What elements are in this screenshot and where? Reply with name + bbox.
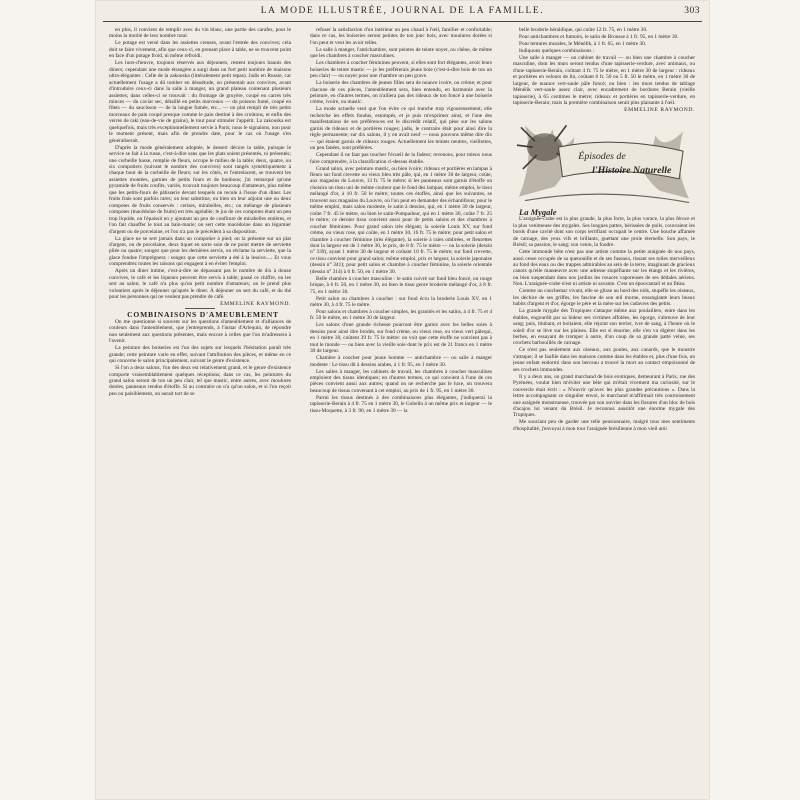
column-1 [109,27,291,795]
section-divider [185,308,215,309]
paragraph: La salle à manger, l'antichambre, sont peintes de teinte noyer, ou chêne, de même que les chambres à coucher masculines. [310,46,492,60]
page-number: 303 [684,6,700,16]
banner-text-2: l'Histoire Naturelle [592,165,672,177]
column-2 [310,27,492,795]
paragraph: Petit salon ou chambres à coucher : sur fond écru la broderie Louis XV, en 1 mètre 30, à 4 fr. 75 le mètre. [310,295,492,309]
paragraph: Indiquons quelques combinaisons : [519,47,595,54]
paragraph: Il y a deux ans, un grand marchand de bois exotiques, demeurant à Paris, rue des Pyrénées, voulut bien m'éviter une bête qui m'était vivement ma curiosité, sur le couvercle était écrit : « N'ouvrir qu'avec les plus grandes précautions ». Dans la lettre accompagnant ce singulier envoi, le marchand m'affirmait très courtoisement une araignée monstrueuse, trouvée par son ouvrier dans les fissures d'un bloc de bois d'acajou lui venant du Brésil. Je reconnus aussitôt une énorme mygale des Tropiques. [513,373,695,419]
paragraph: Parmi les tissus destinés à des combinaisons plus élégantes, j'indiquerai la tapisserie-Berain à 4 fr. 75 en 1 mètre 30, le Gobelin à un même prix et largeur — le tissu-Moquette, à 3 fr. 90, en 1 mètre 30 — la [310,394,492,414]
paragraph: Chambre à coucher pour jeune homme — antichambre — ou salle à manger modeste : Le tissu dit à dessins arabes, à 1 fr. 95, en 1 mètre 30. [310,355,492,368]
paragraph: Comme un cauchemar vivant, elle se glisse au bord des nids, stupéfie les oiseaux, les déchire de ses griffes, les fascine de son œil morne, ensanglante leurs beaux habits d'argent et d'or, égorge le père et la mère sur les cadavres des petits. [513,288,695,308]
running-header [95,6,710,22]
journal-title: LA MODE ILLUSTRÉE, JOURNAL DE LA FAMILLE. [260,6,545,16]
paragraph: Cette immonde bête n'est pas une artiste comme la petite araignée de nos pays, aussi cesse occupée de sa quenouille et de ses fuseaux, tissant ses toiles merveilleux au fond des eaux ou des trappes admirables au sein de la terre, imaginant de gracieux canots qu'elle manœuvre avec une adresse stupéfiante sur les étangs et les rivières, ou bien suspendant dans nos jardins les rosaces vaporeuses de ses dédales aériens. Non. L'araignée-crabe n'est ni artiste ni savante. C'est un épouvantail et un fléau. [513,249,695,288]
paragraph: La peinture des boiseries est l'un des sujets sur lesquels l'hésitation paraît très grande; cette peinture varie en effet, suivant l'attribution des pièces, et même en ce qui concerne le salon principalement, suivant le genre d'existence. [109,345,291,365]
paragraph: La glace ne se sert jamais dans un compotier à pied; on la présente sur un plat d'argent, ou de porcelaine, deux tiquet en sorte soin de ne point mettre de serviette pliée ou quatre; songez que pour les dernières servis, on réclame la serviette, que la glace fondue l'imprégnera : songez que cette serviette a été à la lessive..... Et vous comprendrez toutes les raisons qui engagent à en éviter l'emploi. [109,235,291,268]
paragraph: La grande mygale des Tropiques s'attaque même aux poulaillers, entre dans les étables, engourdit par sa hideur ses victimes affolées, les égorge, s'abreuve de leur sang; puis, titubant, et boitaient, elle rejoint son terrier, ivre de sang, à l'heure où le soleil d'or se lève sur les plaines. Elle est si énorme, elle s'en va digérer dans les herbes, en essayant de tromper à autre, d'un coup de sa grande patte velue, ses crochets barbouillés de carnage. [513,308,695,347]
ground-line [525,194,689,202]
paragraph: Pour salons et chambres à coucher simples, les granités et les satins, à 4 fr. 75 et 4 fr. 50 le mètre, en 1 mètre 30 de largeur. [310,308,492,322]
paragraph: refuser la satisfaction d'un intérieur un peu chaud à l'œil, familier et confortable; dans ce cas, les boiseries seront peintes de ton jonc bois, avec moulures dorées si l'on peut et veut les avoir telles. [310,27,492,46]
paragraph: Après un diner intime, c'est-à-dire ne dépassant pas le nombre de dix à douze convives, le café et les liqueurs peuvent être servis à table; passé ce chiffre, on les sert au salon; le café n'a plus qu'un petit nombre d'amateurs; on le prend plus volontiers après le déjeuner qu'après le diner. À déjeuner on sert du café, et du thé pour les personnes qui ne veulent pas prendre de café. [109,268,291,301]
paragraph: Si l'on a deux salons, l'un des deux est relativement grand, et le genre d'existence comporte vraisemblablement quelques réceptions; dans ce cas, les peintures du grand salon seront de ton un peu clair, tel que mastic, entre autres, avec moulures dorées, panneaux tendus d'étoffe. Si au contraire on n'a qu'un salon, et si l'on reçoit peu ou paisiblement, on aurait tort de se [109,365,291,397]
paragraph: Les hors-d'œuvre, toujours réservés aux déjeuners, restent toujours bannis des diners; cependant une mode étrangère a surgi dans un fort petit nombre de maisons ultra-élégantes : Celle de la zakouska (littéralement petit repas). Jadis en Russie, car actuellement l'usage a dû tomber en désuétude, on présentait aux convives, avant d'introduire ceux-ci dans la salle à manger, un grand plateau contenant plusieurs assiettes; dans celles-ci se trouvait : du fromage de gruyère, coupé en carrés très minces — du caviar sec, détaillé en petits morceaux — du poisson fumé, coupé en filets — du saucisson — de la langue fumée, etc... — un plat rempli de très petits morceaux de pain coupé presque comme le pain destiné à des croûtons, et enfin des verres de raki (eau-de-vie de grains), le tout pour stimuler l'appétit. La zakouska est quelquefois, mais très exceptionnellement servie à Paris; nous le signalons, non pour le moment présent, mais afin de prendre date, pour le cas où l'usage s'en généraliserait. [109,60,291,144]
magazine-page [95,0,710,800]
paragraph: Me souciant peu de garder une telle pensionnaire, malgré tous mes sentiments d'hospitalité, j'envoyai à mon tour l'araignée brésilienne à mon vieil ami [513,419,695,432]
paragraph: D'après la mode généralement adoptée, le dessert décore la table, puisque le service se fait à la russe, c'est-à-dire sans que les plats soient présentés, ni présentés; une corbeille basse, remplie de fleurs, occupe le milieu de la table; deux, quatre, ou six compotiers (suivant le nombre des convives) sont rangés symétriquement à chaque bout de la corbeille de fleurs; sur les côtés, et l'entrelacent, se trouvent les assiettes montées, garnies de petits fours et de bonbons; j'ai remarqué qu'une pyramide de fruits confits, variés, trouvait toujours beaucoup d'amateurs, plus même que les petits-fours de pâtisserie devant lesquels on recule à l'issue d'un diner. Les fruits frais sont parfois rares; on leur substitue, ou bien on leur adjoint une ou deux compotes de fruits conservés : cerises, mirabelles, etc.; ou mélange de plusieurs compotes (macédoine de fruits) est très agréable; le jus de ces compotes étant un peu trop liquide, on l'épaissit en y ajoutant un peu de confiture de mirabelles entières, et l'on fait chauffer le tout au bain-marie; on sert cette macédoine dans un légumier d'argent ou de porcelaine, et l'on n'a pas le précédent à sa disposition. [109,144,291,235]
paragraph: Pour tentures murales, le Ménélik, à 1 fr. 65, en 1 mètre 30. [519,40,647,47]
engraved-illustration [515,117,693,205]
paragraph: Une salle à manger — un cabinet de travail — ou bien une chambre à coucher masculine, dont les murs seront tendus d'une tapisserie-verdure, avec animaux, ou d'une tapisserie-Berain, coûtant 4 fr. 75 le mètre, en 1 mètre 30 de largeur : rideaux et portières en velours de lin, coûtant 6 fr. 50 ou 5 fr. 50 le mètre, en 1 mètre 30 de largeur, de nuance vert-saule pâle foncé; ou bien : les murs tendus de tablage Ménélik vert-saule assez clair, avec encadrement de bordures Berain (vieille tapisserie), à 65 centimes le mètre; rideaux et portières en tapisserie-verdure, en tapisserie-Berain; mais la première combinaison serait plus plaisante à l'œil. [513,54,695,106]
author-signature: EMMELINE RAYMOND. [220,301,291,308]
paragraph: Ce n'est pas seulement aux oiseaux, aux poules, aux canards, que le monstre s'attaque; il se faufile dans les maisons comme dans les étables et, plus d'une fois, un jeune enfant endormi dans son berceau a trouvé la mort au contact empoisonné de ses crochets immondes. [513,347,695,373]
author-signature: EMMELINE RAYMOND. [624,106,695,113]
paragraph: Les salons d'une grande richesse pourront être garnis avec les belles soies à dessins pour ainsi dire brodés, sur fond crème, ou vieux rose, ou vieux vert pâlequi, en 1 mètre 30, coûtent 39 fr. 75 le mètre: on voit que cette étoffe ne convient pas à tout le monde — ou bien avec la vieille soie dont le prix est de 21 francs en 1 mètre 30 de largeur. [310,322,492,355]
paragraph: Pour antichambres et fumoirs, le satin de Brousse à 1 fr. 95, en 1 mètre 30. [519,33,679,40]
paragraph: Cependant il ne faut pas toucher l'écueil de la fadeur; revenons, pour mieux nous faire comprendre, à la classification ci-dessus établie. [310,152,492,165]
paragraph: Belle chambre à coucher masculine : le satin cuivré sur fond bleu foncé, ou rouge brique, à 6 fr. 50, en 1 mètre 30, ou bien le tissu genre broderie mélangé d'or, à 8 fr. 75, en 1 mètre 30. [310,275,492,295]
paragraph: en plus, il convient de remplir avec du vin blanc, une partie des carafes, pour le moins la moitié de leur nombre total. [109,27,291,40]
banner-text-1: Épisodes de [578,151,626,163]
section-title: COMBINAISONS D'AMEUBLEMENT [127,309,279,319]
column-3 [513,27,695,795]
paragraph: La boiserie des chambres de jeunes filles sera de nuance ivoire, ou crème; et pour chacune de ces pièces, l'ameublement sera, bien entendu, en harmonie avec la peinture, en d'autres termes, on n'alliera pas des rideaux de ton foncé à une boiserie crème, ivoire, ou mastic. [310,80,492,106]
paragraph: On me questionne si souvent sur les questions d'ameublement et d'alliances de couleurs dans l'ameublement, que j'entreprends, à l'instar d'Arlequin, de répondre non seulement aux questions présentes, mais encore à celles que l'on m'adressera à l'avenir. [109,318,291,345]
paragraph: L'araignée-crabe est la plus grande, la plus forte, la plus vorace, la plus féroce et la plus venimeuse des mygales. Ses longues pattes, hérissées de poils, couvraient les bords d'une cavité dont son corps terrifiant occupait le centre. Une bouche affamée de carnage, des yeux vifs et brillants, guettant une proie éternelle. Son pays, le Brésil; sa passion, le sang; son venin, la foudre. [513,216,695,249]
paragraph: La mode actuelle veut que l'on évite ce qui tranche trop vigoureusement; elle recherche les effets fondus, estompés, et je puis m'exprimer ainsi, et l'une des manifestations de ses préférences est le discrédit relatif, qui pèse sur les salons garnis de rideaux et de portières rouges; jadis, le contraire était pour ainsi dire la règle permanente; sur dix salons, il y en avait neuf — nous pouvons même dire dix — qui étaient garnis de rideaux rouges. Actuellement les teintes neutres, vieillottes, un peu fanées, sont préférées. [310,106,492,152]
article-title: La Mygale [519,207,557,218]
paragraph: Le potage est versé dans les assiettes creuses, avant l'entrée des convives; cela doit se faire vivement, afin que ceux-ci, en prenant place à table, ne se trouvent point en face d'un potage froid, ni même refroidi. [109,40,291,60]
paragraph: Grand salon, avec peinture mastic, ou bien ivoire; rideaux et portières en lampas à fleurs sur fond crevette ou vieux bleu très pâle, qui, en 1 mètre 30 de largeur, coûte, aux magasins du Louvre, 13 fr. 75 le mètre; si les panneaux sont garnis d'étoffe on choisira un tissu uni de même couleur que le fond des lampas; même emploi, le tissu mélangé d'or, à 10 fr. 50 le mètre; toutes ces étoffes, ainsi que les suivantes, se trouvent aux magasins du Louvre, où l'on peut en demander des échantillons; pour le même emploi, mais salon modeste, le satin à dessins, qui, en 1 mètre 30 de largeur, coûte 7 fr. 45 le mètre, ou bien le satin-Pompadour, qui en 1 mètre 30, coûte 7 fr. 25 le mètre; ce dernier tissu convient aussi pour de petits salons et des chambres à coucher féminines. Pour grand salon très élégant, la soierie Louis XV, sur fond crème, ou vieux rose, qui coûte, en 1 mètre 30, 16 fr. 75 le mètre; pour petit salon et chambre à coucher féminine (très élégante), la soierie à raies ombrées, et fleurettes dont la largeur est de 1 mètre 30, le prix, de 8 fr. 75 le mètre — ou la soierie (dessin n° 339), ayant 1 mètre 30 de largeur et coûtant 10 fr. 75 le mètre; sur fond crevette, ce tissu convient pour grand salon; même emploi, prix et largeur, la soierie japonaise (dessin n° 341); pour petit salon et chambre à coucher féminine, la soierie orientale (dessin n° 314) à 6 fr. 50, en 1 mètre 30. [310,165,492,275]
paragraph: Les salles à manger, les cabinets de travail, les chambres à coucher masculines emploient des tissus identiques; en d'autres termes, ce qui convient à l'une de ces pièces convient aussi aux autres; quand on ne recherche pas le luxe, on trouvera beaucoup de tissus convenant à cet emploi, au prix de 1 fr. 95, en 1 mètre 30. [310,368,492,394]
paragraph: Les chambres à coucher féminines peuvent, si elles sont fort élégantes, avoir leurs boiseries de teinte mastic — je les préférerais jeune boie (c'est-à-dire bois de ton un peu clair) — ou noyer pour une chambre un peu grave. [310,60,492,80]
header-rule [103,21,702,22]
spider-vignette [515,117,693,205]
paragraph: belle broderie héraldique, qui coûte 12 fr. 75, en 1 mètre 30. [519,27,648,33]
